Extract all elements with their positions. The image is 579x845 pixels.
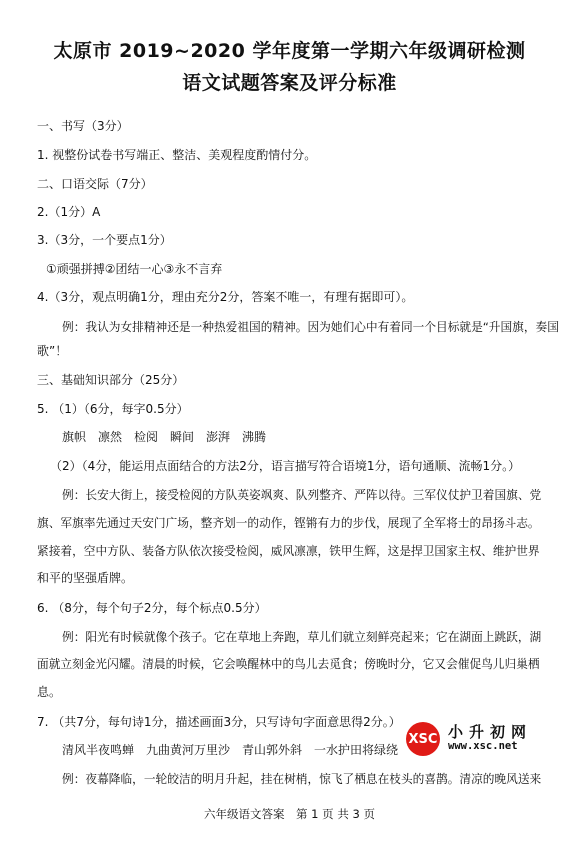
logo-badge: XSC xyxy=(406,722,440,756)
example-line: 例：阳光有时候就像个孩子。它在草地上奔跑，草儿们就立刻鲜亮起来；它在湖面上跳跃，湖 xyxy=(62,630,542,644)
answer-line: 旗帜 凛然 检阅 瞬间 澎湃 沸腾 xyxy=(62,430,267,444)
example-line: 例：我认为女排精神还是一种热爱祖国的精神。因为她们心中有着同一个目标就是“升国旗，奏国 xyxy=(62,320,559,334)
example-line: 面就立刻金光闪耀。清晨的时候，它会唤醒林中的鸟儿去觅食；傍晚时分，它又会催促鸟儿归巢栖 xyxy=(37,657,540,671)
example-line: 歌”！ xyxy=(37,344,68,358)
example-line: 和平的坚强盾牌。 xyxy=(37,571,134,585)
answer-line: 7. （共7分，每句诗1分，描述画面3分，只写诗句字面意思得2分。） xyxy=(37,715,401,729)
answer-line: 3.（3分，一个要点1分） xyxy=(37,233,172,247)
section-heading: 二、口语交际（7分） xyxy=(37,177,153,191)
example-line: 旗、军旗率先通过天安门广场，整齐划一的动作，铿锵有力的步伐，展现了全军将士的昂扬斗志。 xyxy=(37,516,540,530)
answer-line: （2）（4分，能运用点面结合的方法2分，语言描写符合语境1分，语句通顺、流畅1分。） xyxy=(50,459,521,473)
answer-line: 4.（3分，观点明确1分，理由充分2分，答案不唯一，有理有据即可）。 xyxy=(37,290,414,304)
answer-line: 6. （8分，每个句子2分，每个标点0.5分） xyxy=(37,601,267,615)
example-line: 例：夜幕降临，一轮皎洁的明月升起，挂在树梢，惊飞了栖息在枝头的喜鹊。清凉的晚风送来 xyxy=(62,772,542,786)
answer-line: ①顽强拼搏②团结一心③永不言弃 xyxy=(46,262,223,276)
logo-name: 小升初网 xyxy=(448,723,533,741)
answer-line: 2.（1分）A xyxy=(37,205,101,219)
logo-url: www.xsc.net xyxy=(448,740,518,752)
site-logo xyxy=(406,722,566,754)
example-line: 例：长安大街上，接受检阅的方队英姿飒爽、队列整齐、严阵以待。三军仪仗护卫着国旗、党 xyxy=(62,488,542,502)
title-line-1: 太原市 2019~2020 学年度第一学期六年级调研检测 xyxy=(53,40,526,62)
example-line: 紧接着，空中方队、装备方队依次接受检阅，威风凛凛，铁甲生辉，这是捍卫国家主权、维护世界 xyxy=(37,544,540,558)
example-line: 息。 xyxy=(37,685,62,699)
section-heading: 一、书写（3分） xyxy=(37,119,129,133)
section-heading: 三、基础知识部分（25分） xyxy=(37,373,185,387)
page-footer: 六年级语文答案 第 1 页 共 3 页 xyxy=(204,807,375,821)
answer-line: 5. （1）（6分，每字0.5分） xyxy=(37,402,189,416)
answer-line: 清风半夜鸣蝉 九曲黄河万里沙 青山郭外斜 一水护田将绿绕 xyxy=(62,743,399,757)
answer-line: 1. 视整份试卷书写端正、整洁、美观程度酌情付分。 xyxy=(37,148,317,162)
title-line-2: 语文试题答案及评分标准 xyxy=(182,72,397,94)
